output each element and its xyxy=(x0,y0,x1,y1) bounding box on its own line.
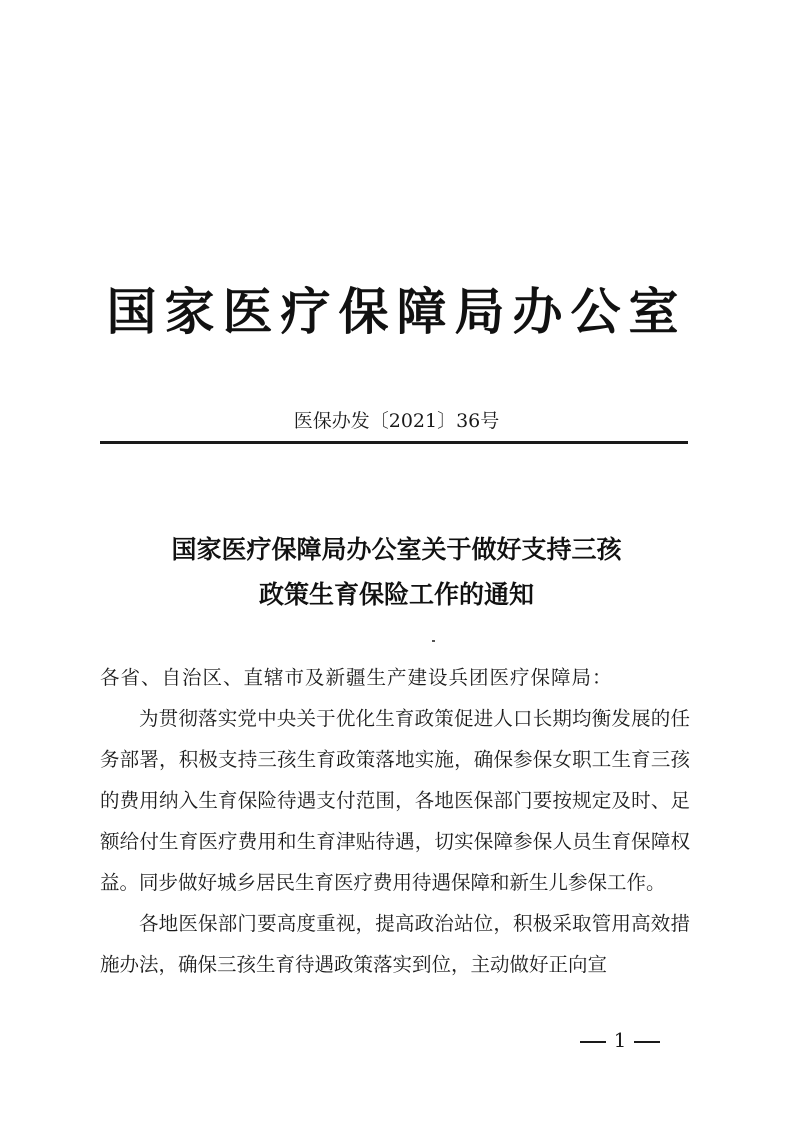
notice-title xyxy=(0,527,793,617)
page-number-dash-right xyxy=(634,1041,660,1043)
page-number-dash-left xyxy=(580,1041,606,1043)
agency-title: 国家医疗保障局办公室 xyxy=(106,282,687,341)
header-divider xyxy=(100,441,688,444)
page-number-value: 1 xyxy=(613,1028,627,1052)
page-number xyxy=(560,1028,680,1052)
notice-title-line-1: 国家医疗保障局办公室关于做好支持三孩 xyxy=(171,535,622,564)
notice-body xyxy=(100,657,690,985)
document-number: 医保办发〔2021〕36号 xyxy=(293,410,500,432)
notice-title-line-2: 政策生育保险工作的通知 xyxy=(258,580,534,609)
salutation: 各省、自治区、直辖市及新疆生产建设兵团医疗保障局： xyxy=(100,666,613,689)
body-paragraph-2: 各地医保部门要高度重视，提高政治站位，积极采取管用高效措施办法，确保三孩生育待遇政策落实到位，主动做好正向宣 xyxy=(100,912,690,976)
scan-speck xyxy=(432,640,435,642)
body-paragraph-1: 为贯彻落实党中央关于优化生育政策促进人口长期均衡发展的任务部署，积极支持三孩生育政策落地实施，确保参保女职工生育三孩的费用纳入生育保险待遇支付范围，各地医保部门要按规定及时、足额给付生育医疗费用和生育津贴待遇，切实保障参保人员生育保障权益。同步做好城乡居民生育医疗费用待遇保障和新生儿参保工作。 xyxy=(100,707,690,894)
